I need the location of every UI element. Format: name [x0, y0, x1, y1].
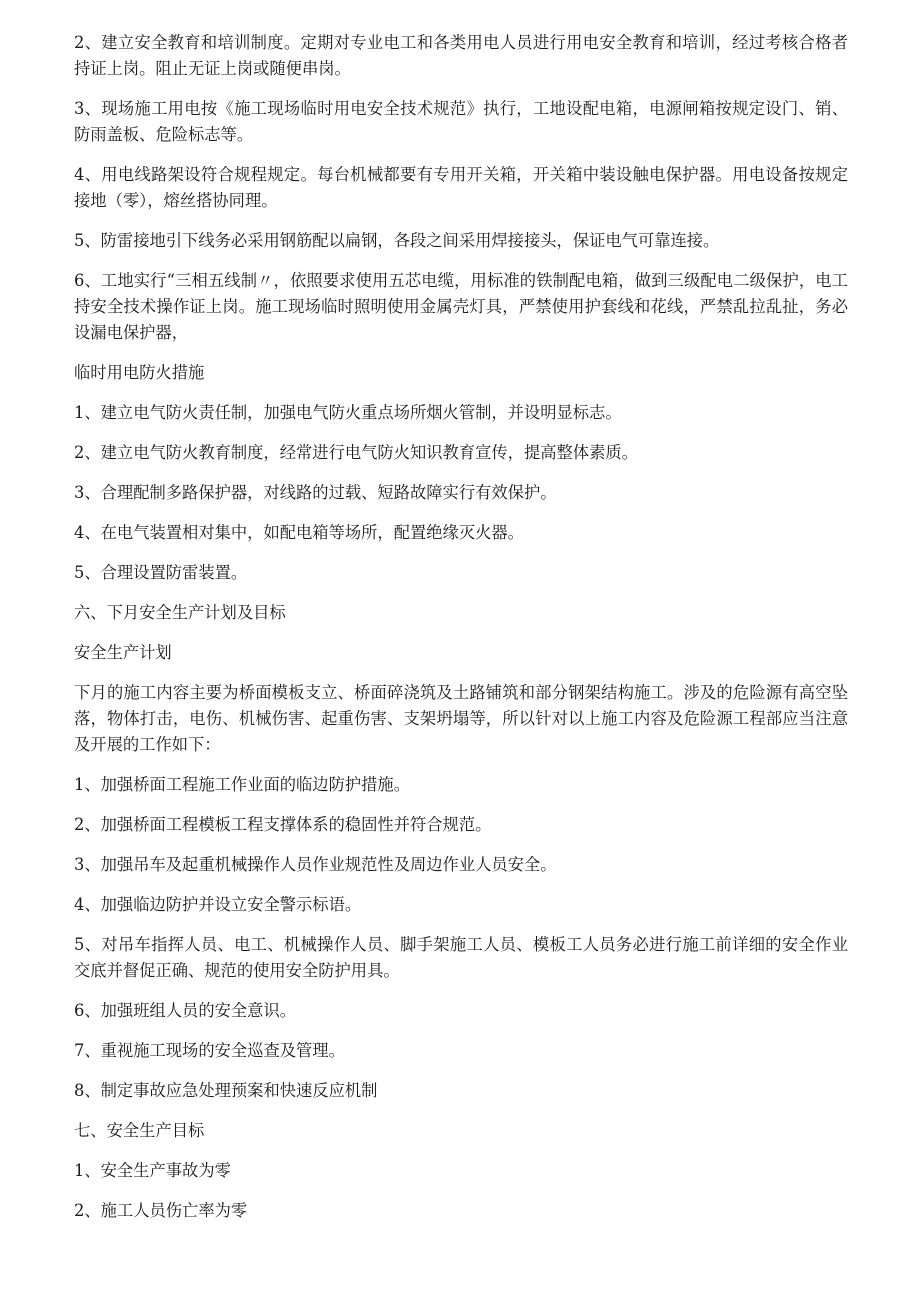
- paragraph: 2、加强桥面工程模板工程支撑体系的稳固性并符合规范。: [74, 815, 492, 834]
- paragraph: 1、加强桥面工程施工作业面的临边防护措施。: [74, 775, 410, 794]
- paragraph: 6、工地实行“三相五线制〃，依照要求使用五芯电缆，用标准的铁制配电箱，做到三级配电二级保护，电工持安全技术操作证上岗。施工现场临时照明使用金属壳灯具，严禁使用护套线和花线，严禁乱拉乱扯，务必设漏电保护器，: [74, 271, 848, 342]
- paragraph: 4、加强临边防护并设立安全警示标语。: [74, 895, 362, 914]
- paragraph: 4、在电气装置相对集中，如配电箱等场所，配置绝缘灭火器。: [74, 523, 524, 542]
- paragraph: 3、现场施工用电按《施工现场临时用电安全技术规范》执行，工地设配电箱，电源闸箱按规定设门、销、防雨盖板、危险标志等。: [74, 99, 848, 144]
- paragraph: 3、加强吊车及起重机械操作人员作业规范性及周边作业人员安全。: [74, 855, 557, 874]
- section-heading: 七、安全生产目标: [74, 1121, 205, 1140]
- paragraph: 2、施工人员伤亡率为零: [74, 1201, 248, 1220]
- paragraph: 7、重视施工现场的安全巡查及管理。: [74, 1041, 345, 1060]
- paragraph: 下月的施工内容主要为桥面模板支立、桥面碎浇筑及土路铺筑和部分钢架结构施工。涉及的危险源有高空坠落，物体打击，电伤、机械伤害、起重伤害、支架坍塌等，所以针对以上施工内容及危险源工程部应当注意及开展的工作如下：: [74, 683, 848, 754]
- paragraph: 6、加强班组人员的安全意识。: [74, 1001, 297, 1020]
- paragraph: 1、安全生产事故为零: [74, 1161, 231, 1180]
- paragraph: 3、合理配制多路保护器，对线路的过载、短路故障实行有效保护。: [74, 483, 557, 502]
- paragraph: 5、合理设置防雷装置。: [74, 563, 248, 582]
- paragraph: 4、用电线路架设符合规程规定。每台机械都要有专用开关箱，开关箱中装设触电保护器。用电设备按规定接地（零），熔丝搭协同理。: [74, 165, 848, 210]
- document-page: [74, 30, 848, 1238]
- section-heading: 安全生产计划: [74, 643, 172, 662]
- paragraph: 2、建立安全教育和培训制度。定期对专业电工和各类用电人员进行用电安全教育和培训，经过考核合格者持证上岗。阻止无证上岗或随便串岗。: [74, 33, 848, 78]
- paragraph: 8、制定事故应急处理预案和快速反应机制: [74, 1081, 378, 1100]
- paragraph: 1、建立电气防火责任制，加强电气防火重点场所烟火管制，并设明显标志。: [74, 403, 622, 422]
- paragraph: 5、防雷接地引下线务必采用钢筋配以扁钢，各段之间采用焊接接头，保证电气可靠连接。: [74, 231, 720, 250]
- section-heading: 六、下月安全生产计划及目标: [74, 603, 286, 622]
- section-heading: 临时用电防火措施: [74, 363, 205, 382]
- paragraph: 5、对吊车指挥人员、电工、机械操作人员、脚手架施工人员、模板工人员务必进行施工前详细的安全作业交底并督促正确、规范的使用安全防护用具。: [74, 935, 848, 980]
- paragraph: 2、建立电气防火教育制度，经常进行电气防火知识教育宣传，提高整体素质。: [74, 443, 638, 462]
